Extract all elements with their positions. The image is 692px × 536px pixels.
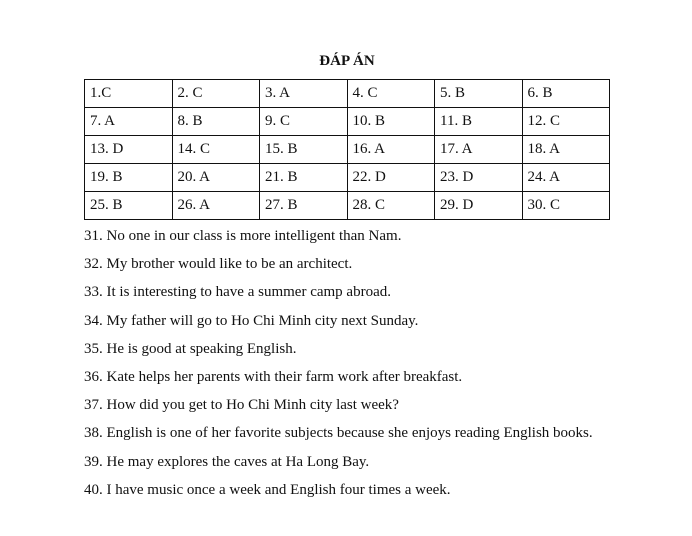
answer-cell: 2. C bbox=[172, 80, 260, 108]
list-item: 39. He may explores the caves at Ha Long Bay. bbox=[84, 453, 370, 470]
list-item: 37. How did you get to Ho Chi Minh city last week? bbox=[84, 397, 399, 414]
table-row bbox=[85, 136, 610, 164]
answer-cell: 9. C bbox=[260, 108, 348, 136]
answer-cell: 10. B bbox=[347, 108, 435, 136]
list-item: 35. He is good at speaking English. bbox=[84, 340, 297, 357]
answer-cell: 12. C bbox=[522, 108, 610, 136]
answer-cell: 19. B bbox=[85, 164, 173, 192]
table-row bbox=[85, 164, 610, 192]
table-row bbox=[85, 192, 610, 220]
answer-cell: 15. B bbox=[260, 136, 348, 164]
answer-cell: 13. D bbox=[85, 136, 173, 164]
list-item: 31. No one in our class is more intelligent than Nam. bbox=[84, 228, 402, 244]
answer-cell: 21. B bbox=[260, 164, 348, 192]
answer-cell: 11. B bbox=[435, 108, 523, 136]
answer-cell: 27. B bbox=[260, 192, 348, 220]
answer-cell: 1.C bbox=[85, 80, 173, 108]
answer-cell: 25. B bbox=[85, 192, 173, 220]
list-item: 36. Kate helps her parents with their farm work after breakfast. bbox=[84, 369, 463, 386]
answer-cell: 23. D bbox=[435, 164, 523, 192]
answer-cell: 5. B bbox=[435, 80, 523, 108]
answer-cell: 30. C bbox=[522, 192, 610, 220]
answer-cell: 16. A bbox=[347, 136, 435, 164]
answer-cell: 18. A bbox=[522, 136, 610, 164]
answer-cell: 20. A bbox=[172, 164, 260, 192]
answer-cell: 22. D bbox=[347, 164, 435, 192]
list-item: 34. My father will go to Ho Chi Minh city next Sunday. bbox=[84, 312, 419, 329]
table-row bbox=[85, 80, 610, 108]
answer-cell: 28. C bbox=[347, 192, 435, 220]
list-item: 38. English is one of her favorite subjects because she enjoys reading English books. bbox=[84, 425, 593, 442]
list-item: 40. I have music once a week and English four times a week. bbox=[84, 481, 451, 498]
answer-table bbox=[84, 79, 610, 220]
answer-cell: 7. A bbox=[85, 108, 173, 136]
list-item: 33. It is interesting to have a summer camp abroad. bbox=[84, 284, 391, 301]
answer-cell: 8. B bbox=[172, 108, 260, 136]
rewritten-sentence-list bbox=[84, 222, 610, 504]
answer-cell: 26. A bbox=[172, 192, 260, 220]
answer-cell: 6. B bbox=[522, 80, 610, 108]
page-title: ĐÁP ÁN bbox=[319, 53, 375, 69]
table-row bbox=[85, 108, 610, 136]
answer-cell: 14. C bbox=[172, 136, 260, 164]
answer-cell: 3. A bbox=[260, 80, 348, 108]
list-item: 32. My brother would like to be an architect. bbox=[84, 256, 353, 273]
answer-cell: 17. A bbox=[435, 136, 523, 164]
answer-cell: 24. A bbox=[522, 164, 610, 192]
answer-cell: 4. C bbox=[347, 80, 435, 108]
answer-cell: 29. D bbox=[435, 192, 523, 220]
